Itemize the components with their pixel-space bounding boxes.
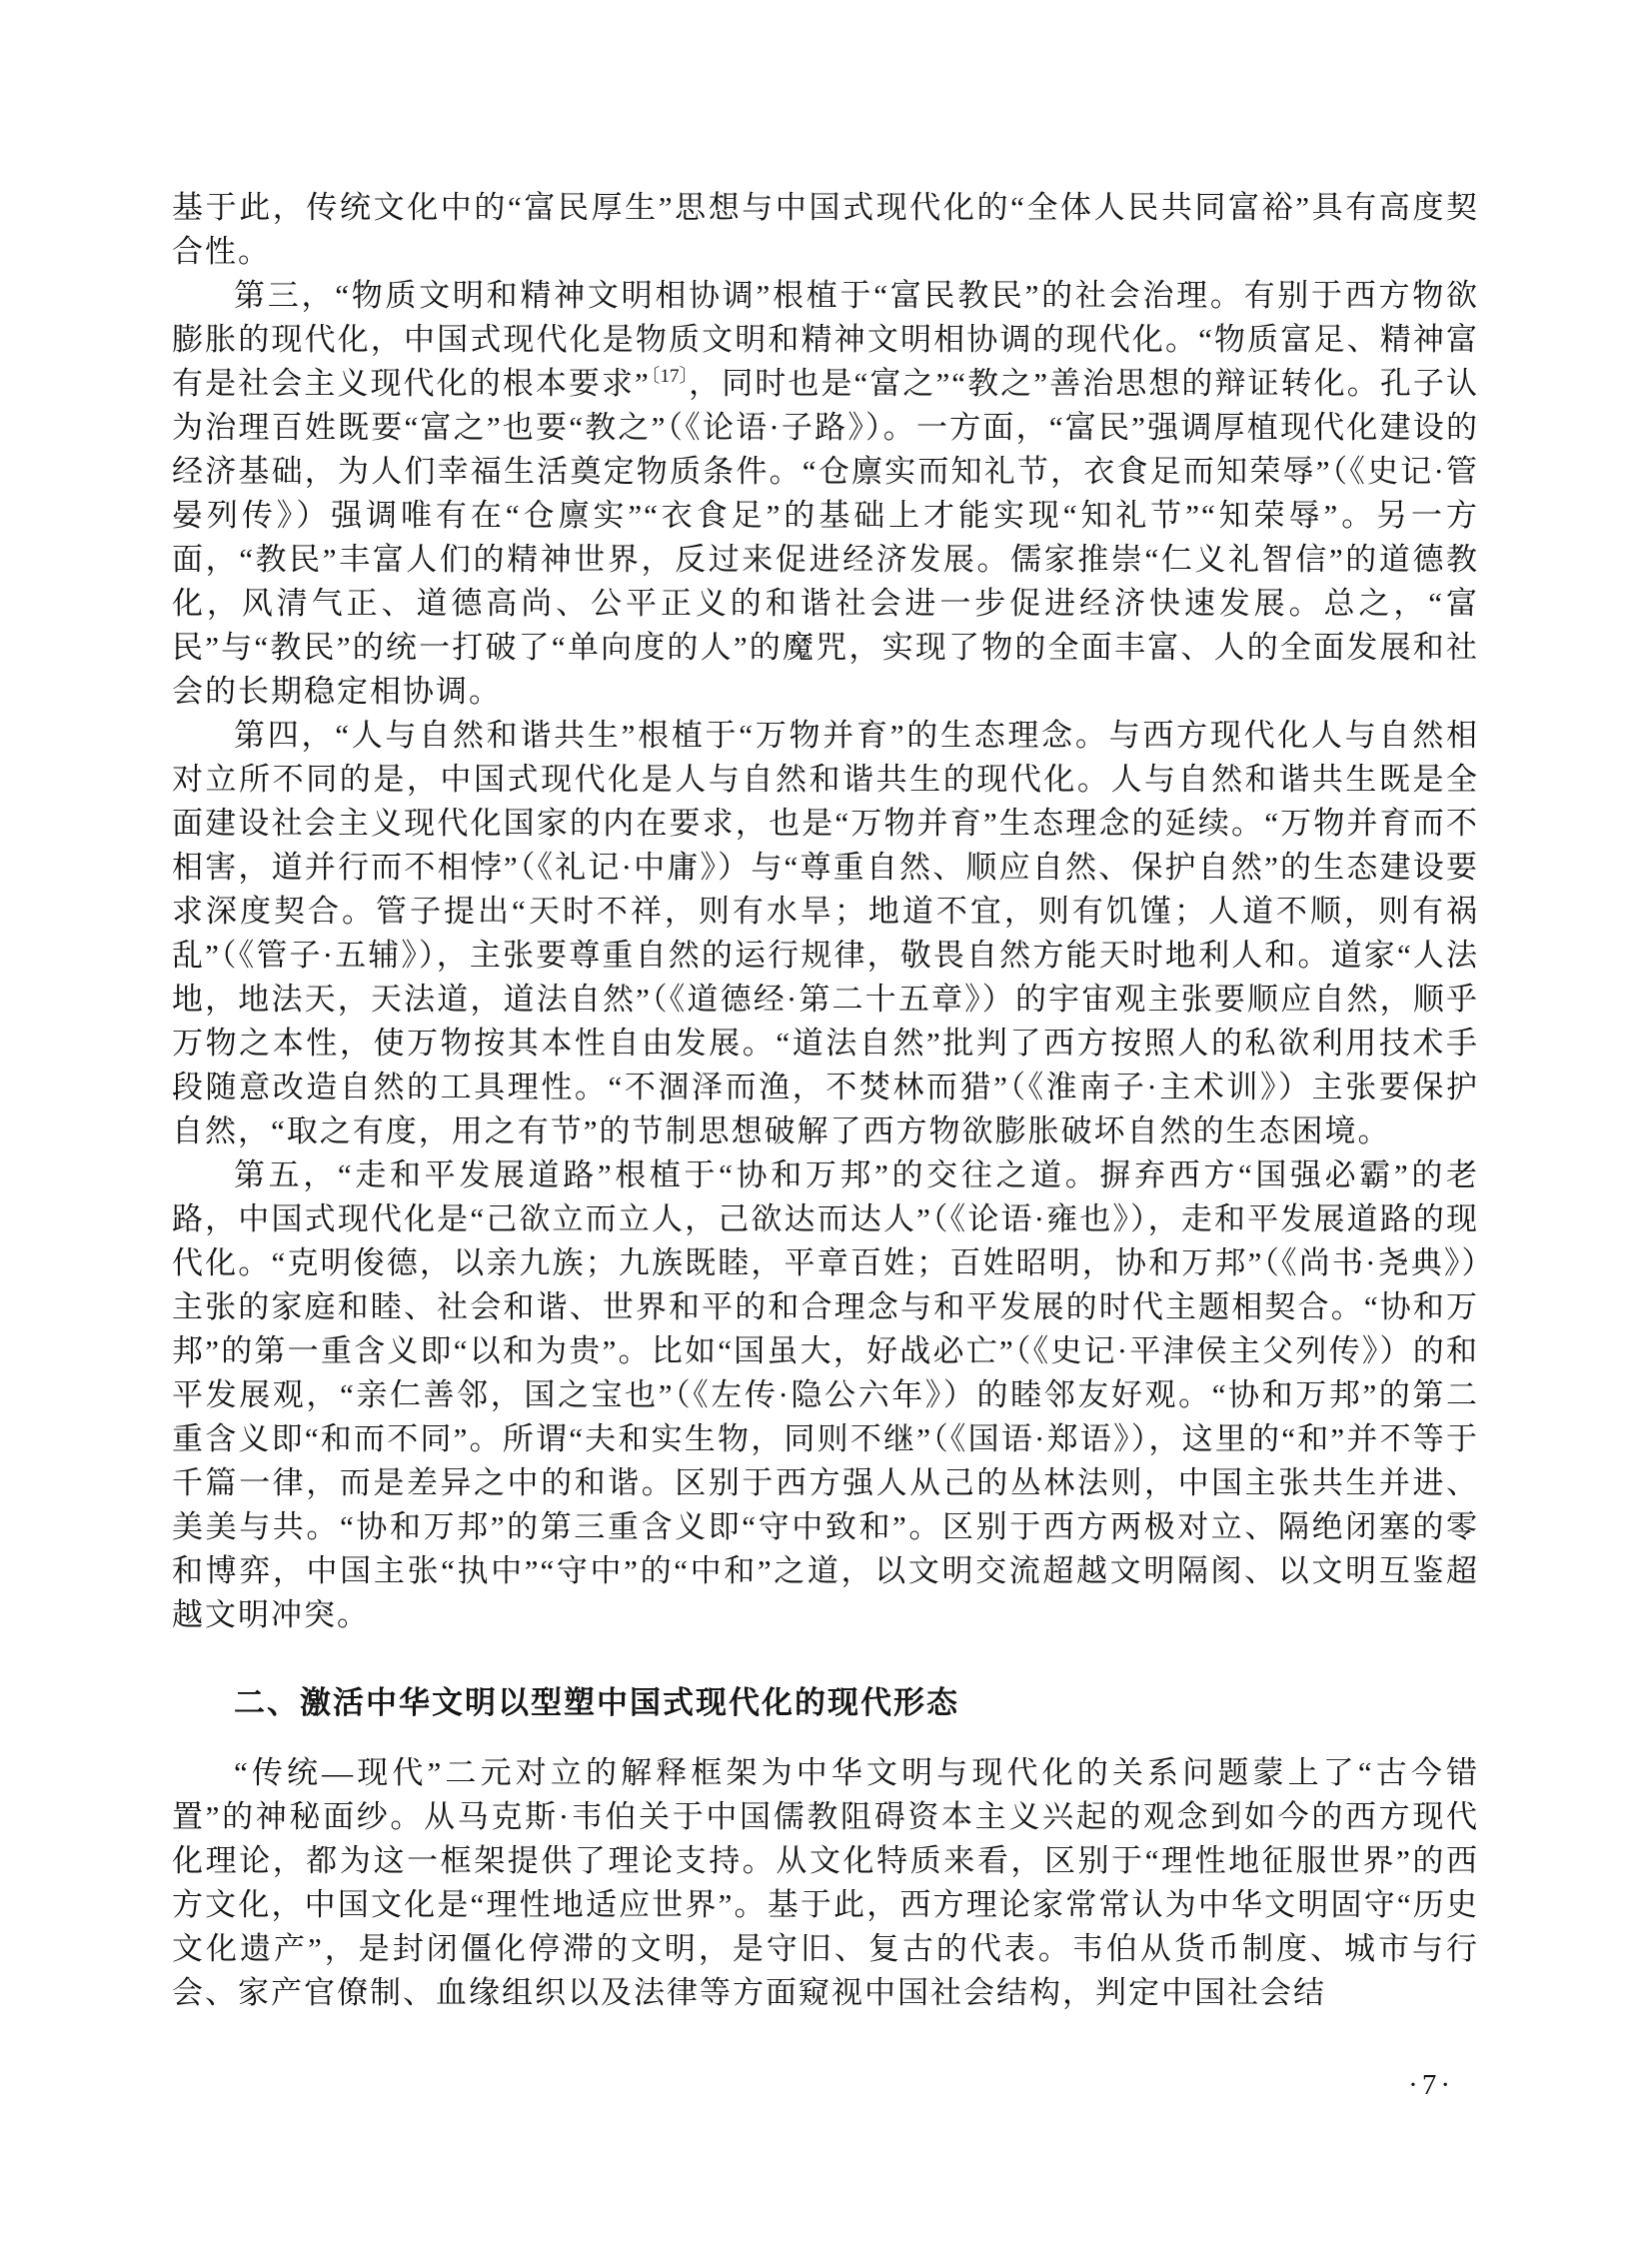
body-paragraph-fourth-point: 第四，“人与自然和谐共生”根植于“万物并育”的生态理念。与西方现代化人与自然相对立所不同的是，中国式现代化是人与自然和谐共生的现代化。人与自然和谐共生既是全面建设社会主义现代化国家的内在要求，也是“万物并育”生态理念的延续。“万物并育而不相害，道并行而不相悖”（《礼记·中庸》）与“尊重自然、顺应自然、保护自然”的生态建设要求深度契合。管子提出“天时不祥，则有水旱；地道不宜，则有饥馑；人道不顺，则有祸乱”（《管子·五辅》），主张要尊重自然的运行规律，敬畏自然方能天时地利人和。道家“人法地，地法天，天法道，道法自然”（《道德经·第二十五章》）的宇宙观主张要顺应自然，顺乎万物之本性，使万物按其本性自由发展。“道法自然”批判了西方按照人的私欲利用技术手段随意改造自然的工具理性。“不涸泽而渔，不焚林而猎”（《淮南子·主术训》）主张要保护自然，“取之有度，用之有节”的节制思想破解了西方物欲膨胀破坏自然的生态困境。 [172,718,1479,1148]
body-paragraph-continuation: 基于此，传统文化中的“富民厚生”思想与中国式现代化的“全体人民共同富裕”具有高度契合性。 [172,190,1479,269]
body-paragraph-section-two-intro: “传统—现代”二元对立的解释框架为中华文明与现代化的关系问题蒙上了“古今错置”的神秘面纱。从马克斯·韦伯关于中国儒教阻碍资本主义兴起的观念到如今的西方现代化理论，都为这一框架提供了理论支持。从文化特质来看，区别于“理性地征服世界”的西方文化，中国文化是“理性地适应世界”。基于此，西方理论家常常认为中华文明固守“历史文化遗产”，是封闭僵化停滞的文明，是守旧、复古的代表。韦伯从货币制度、城市与行会、家产官僚制、血缘组织以及法律等方面窥视中国社会结构，判定中国社会结 [172,1755,1479,2010]
page-number: ·7· [1408,2069,1454,2101]
paragraph-text-before-footnote: 第三，“物质文明和精神文明相协调”根植于“富民教民”的社会治理。有别于西方物欲膨胀的现代化，中国式现代化是物质文明和精神文明相协调的现代化。“物质富足、精神富有是社会主义现代化的根本要求” [172,278,1479,401]
footnote-reference-17: 〔17〕 [650,366,690,387]
page-text-block [172,186,1479,2015]
body-paragraph-fifth-point: 第五，“走和平发展道路”根植于“协和万邦”的交往之道。摒弃西方“国强必霸”的老路，中国式现代化是“己欲立而立人，己欲达而达人”（《论语·雍也》），走和平发展道路的现代化。“克明俊德，以亲九族；九族既睦，平章百姓；百姓昭明，协和万邦”（《尚书·尧典》）主张的家庭和睦、社会和谐、世界和平的和合理念与和平发展的时代主题相契合。“协和万邦”的第一重含义即“以和为贵”。比如“国虽大，好战必亡”（《史记·平津侯主父列传》）的和平发展观，“亲仁善邻，国之宝也”（《左传·隐公六年》）的睦邻友好观。“协和万邦”的第二重含义即“和而不同”。所谓“夫和实生物，同则不继”（《国语·郑语》），这里的“和”并不等于千篇一律，而是差异之中的和谐。区别于西方强人从己的丛林法则，中国主张共生并进、美美与共。“协和万邦”的第三重含义即“守中致和”。区别于西方两极对立、隔绝闭塞的零和博弈，中国主张“执中”“守中”的“中和”之道，以文明交流超越文明隔阂、以文明互鉴超越文明冲突。 [172,1157,1479,1632]
section-heading-part-two: 二、激活中华文明以型塑中国式现代化的现代形态 [234,1685,959,1720]
paragraph-text-after-footnote: ，同时也是“富之”“教之”善治思想的辩证转化。孔子认为治理百姓既要“富之”也要“教之”（《论语·子路》）。一方面，“富民”强调厚植现代化建设的经济基础，为人们幸福生活奠定物质条件。“仓廪实而知礼节，衣食足而知荣辱”（《史记·管晏列传》）强调唯有在“仓廪实”“衣食足”的基础上才能实现“知礼节”“知荣辱”。另一方面，“教民”丰富人们的精神世界，反过来促进经济发展。儒家推崇“仁义礼智信”的道德教化，风清气正、道德高尚、公平正义的和谐社会进一步促进经济快速发展。总之，“富民”与“教民”的统一打破了“单向度的人”的魔咒，实现了物的全面丰富、人的全面发展和社会的长期稳定相协调。 [172,366,1479,709]
body-paragraph-third-point [172,274,1479,714]
